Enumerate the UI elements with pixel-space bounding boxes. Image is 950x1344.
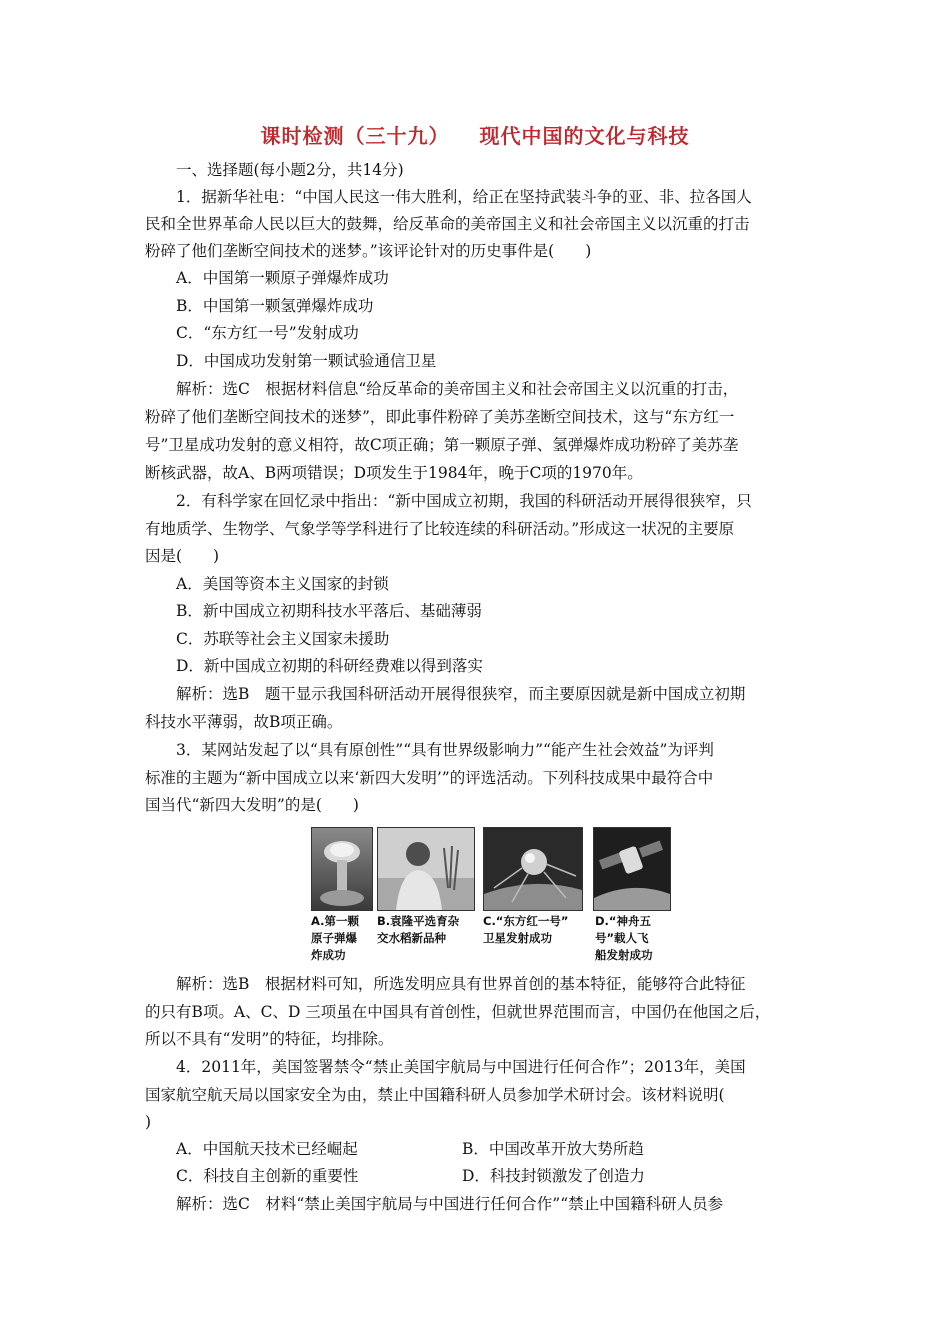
q2-stem-line: 有地质学、生物学、气象学等学科进行了比较连续的科研活动。”形成这一状况的主要原: [145, 520, 735, 538]
q3-stem-line: 3．某网站发起了以“具有原创性”“具有世界级影响力”“能产生社会效益”为评判: [176, 741, 714, 759]
q1-option-a: A．中国第一颗原子弹爆炸成功: [176, 269, 389, 287]
section-heading: 一、选择题(每小题2分，共14分): [176, 161, 404, 179]
q3-analysis-line: 所以不具有“发明”的特征，均排除。: [145, 1030, 394, 1048]
q2-option-b: B．新中国成立初期科技水平落后、基础薄弱: [176, 602, 482, 620]
q3-caption-a: A.第一颗 原子弹爆 炸成功: [311, 914, 359, 962]
q1-option-b: B．中国第一颗氢弹爆炸成功: [176, 297, 374, 315]
q2-stem-line: 2．有科学家在回忆录中指出：“新中国成立初期，我国的科研活动开展得很狭窄，只: [176, 492, 752, 510]
q4-stem-line: ): [145, 1113, 152, 1131]
title-left: 课时检测（三十九）: [260, 124, 450, 148]
q3-caption-d: D.“神舟五 号”载人飞 船发射成功: [595, 914, 653, 962]
q1-stem-line: 粉碎了他们垄断空间技术的迷梦。”该评论针对的历史事件是( ): [145, 242, 592, 260]
mushroom-cloud-icon: [311, 827, 373, 911]
q4-option-d: D．科技封锁激发了创造力: [462, 1167, 645, 1185]
q4-stem-line: 4．2011年，美国签署禁令“禁止美国宇航局与中国进行任何合作”；2013年，美国: [176, 1058, 746, 1076]
q3-analysis-line: 的只有B项。A、C、D 三项虽在中国具有首创性，但就世界范围而言，中国仍在他国之后，: [145, 1003, 771, 1021]
q2-option-d: D．新中国成立初期的科研经费难以得到落实: [176, 657, 483, 675]
scientist-portrait-icon: [377, 827, 475, 911]
satellite-icon: [483, 827, 583, 911]
q1-option-c: C．“东方红一号”发射成功: [176, 324, 359, 342]
q1-stem-line: 1．据新华社电：“中国人民这一伟大胜利，给正在坚持武装斗争的亚、非、拉各国人: [176, 188, 752, 206]
q4-option-b: B．中国改革开放大势所趋: [462, 1140, 644, 1158]
q2-analysis-line: 解析：选B 题干显示我国科研活动开展得很狭窄，而主要原因就是新中国成立初期: [176, 685, 746, 703]
q2-stem-line: 因是( ): [145, 547, 220, 565]
q1-analysis-line: 解析：选C 根据材料信息“给反革命的美帝国主义和社会帝国主义以沉重的打击，: [176, 380, 739, 398]
q2-option-a: A．美国等资本主义国家的封锁: [176, 575, 389, 593]
q3-caption-b: B.袁隆平选育杂 交水稻新品种: [377, 914, 460, 945]
q3-stem-line: 标准的主题为“新中国成立以来‘新四大发明’”的评选活动。下列科技成果中最符合中: [145, 769, 714, 787]
q4-analysis-line: 解析：选C 材料“禁止美国宇航局与中国进行任何合作”“禁止中国籍科研人员参: [176, 1195, 724, 1213]
q4-option-a: A．中国航天技术已经崛起: [176, 1140, 358, 1158]
q3-caption-c: C.“东方红一号” 卫星发射成功: [483, 914, 569, 945]
q2-option-c: C．苏联等社会主义国家未援助: [176, 630, 390, 648]
q4-stem-line: 国家航空航天局以国家安全为由，禁止中国籍科研人员参加学术研讨会。该材料说明(: [145, 1086, 725, 1104]
q1-option-d: D．中国成功发射第一颗试验通信卫星: [176, 352, 437, 370]
q1-analysis-line: 断核武器，故A、B两项错误；D项发生于1984年，晚于C项的1970年。: [145, 464, 643, 482]
q3-figure-group: [311, 827, 671, 967]
q1-analysis-line: 号”卫星成功发射的意义相符，故C项正确；第一颗原子弹、氢弹爆炸成功粉碎了美苏垄: [145, 436, 739, 454]
q2-analysis-line: 科技水平薄弱，故B项正确。: [145, 713, 343, 731]
page-title: [0, 120, 950, 149]
q3-stem-line: 国当代“新四大发明”的是( ): [145, 796, 359, 814]
q4-option-c: C．科技自主创新的重要性: [176, 1167, 359, 1185]
q1-analysis-line: 粉碎了他们垄断空间技术的迷梦”，即此事件粉碎了美苏垄断空间技术，这与“东方红一: [145, 408, 735, 426]
spacecraft-icon: [593, 827, 671, 911]
q3-analysis-line: 解析：选B 根据材料可知，所选发明应具有世界首创的基本特征，能够符合此特征: [176, 975, 746, 993]
q1-stem-line: 民和全世界革命人民以巨大的鼓舞，给反革命的美帝国主义和社会帝国主义以沉重的打击: [145, 215, 750, 233]
title-right: 现代中国的文化与科技: [479, 124, 690, 148]
